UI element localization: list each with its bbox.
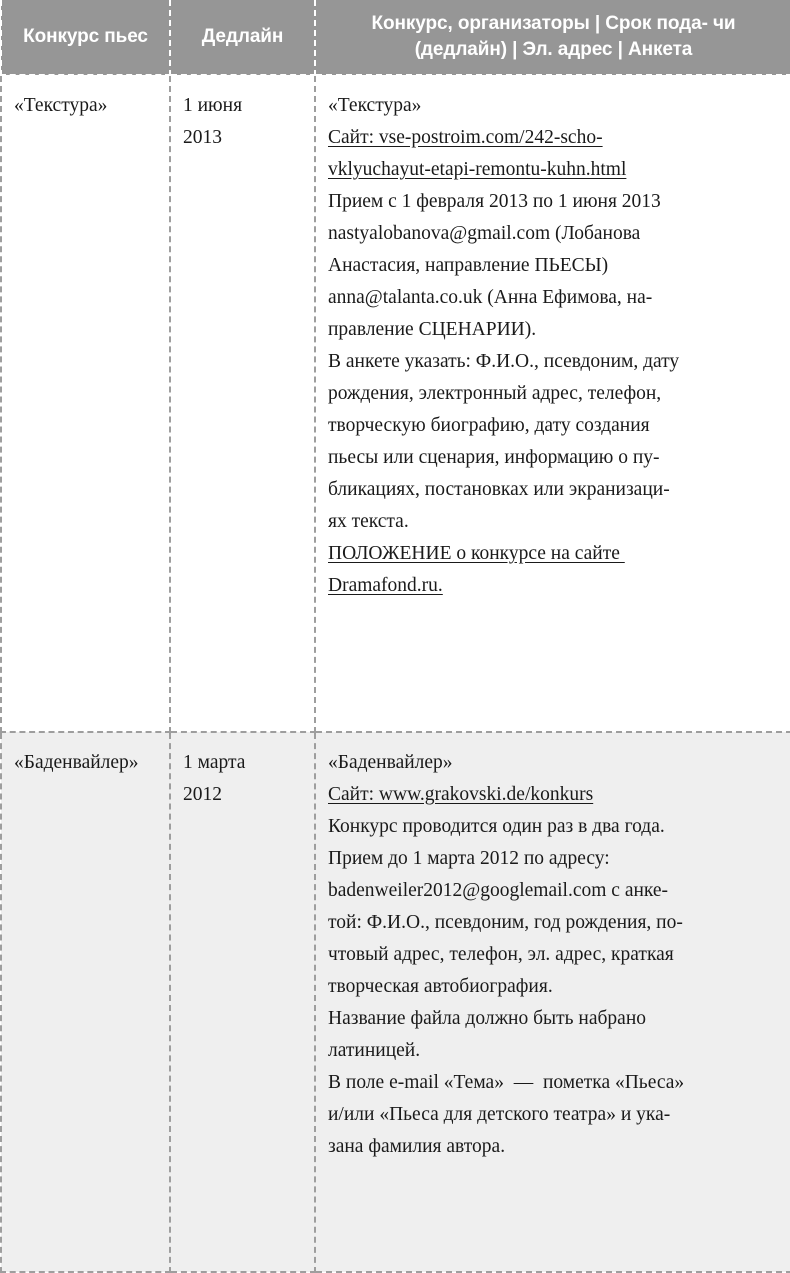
details-text-line: зана фамилия автора. <box>328 1135 506 1157</box>
header-row <box>1 0 790 75</box>
column-header-contest-name: Конкурс пьес <box>1 0 170 75</box>
details-text-line: творческую биографию, дату создания <box>328 415 650 436</box>
details-link-line[interactable]: ПОЛОЖЕНИЕ о конкурсе на сайте <box>328 543 625 564</box>
cell-details <box>315 75 790 732</box>
details-text-line: Прием до 1 марта 2012 по адресу: <box>328 847 610 869</box>
deadline-line: 2012 <box>183 783 222 805</box>
table-body <box>1 75 790 1272</box>
table-row <box>1 75 790 732</box>
cell-contest-name <box>1 732 170 1272</box>
details-text-line: badenweiler2012@googlemail.com с анке- <box>328 879 669 901</box>
column-header-deadline: Дедлайн <box>170 0 315 75</box>
column-header-details: Конкурс, организаторы | Срок пода- чи (дедлайн) | Эл. адрес | Анкета <box>315 0 790 75</box>
details-text-line: ях текста. <box>328 511 409 532</box>
details-link-line[interactable]: Сайт: www.grakovski.de/konkurs <box>328 783 594 805</box>
details-text-line: чтовый адрес, телефон, эл. адрес, краткая <box>328 943 674 965</box>
details-text-line: бликациях, постановках или экранизаци- <box>328 479 670 500</box>
details-link-line[interactable]: Сайт: vse-postroim.com/242-scho- <box>328 127 603 148</box>
details-text-line: Прием с 1 февраля 2013 по 1 июня 2013 <box>328 191 661 212</box>
details-text-line: В анкете указать: Ф.И.О., псевдоним, дату <box>328 351 680 372</box>
details-text-line: рождения, электронный адрес, телефон, <box>328 383 662 404</box>
deadline-line: 2013 <box>183 127 222 148</box>
details-link-line[interactable]: Dramafond.ru. <box>328 575 443 596</box>
cell-deadline <box>170 75 315 732</box>
details-text-line: той: Ф.И.О., псевдоним, год рождения, по- <box>328 911 683 933</box>
deadline-line: 1 марта <box>183 751 246 773</box>
cell-contest-name <box>1 75 170 732</box>
cell-details <box>315 732 790 1272</box>
table-header <box>1 0 790 75</box>
details-text-line: «Текстура» <box>328 95 422 116</box>
details-text-line: латиницей. <box>328 1039 421 1061</box>
cell-deadline <box>170 732 315 1272</box>
contest-name-text: «Баденвайлер» <box>14 751 139 773</box>
details-text-line: «Баденвайлер» <box>328 751 453 773</box>
details-text-line: творческая автобиография. <box>328 975 553 997</box>
details-text-line: Анастасия, направление ПЬЕСЫ) <box>328 255 609 276</box>
details-text-line: anna@talanta.co.uk (Анна Ефимова, на- <box>328 287 653 308</box>
details-text-line: В поле e-mail «Тема» — пометка «Пьеса» <box>328 1071 685 1093</box>
contest-name-text: «Текстура» <box>14 95 108 116</box>
details-text-line: Название файла должно быть набрано <box>328 1007 647 1029</box>
table-row <box>1 732 790 1272</box>
details-text-line: и/или «Пьеса для детского театра» и ука- <box>328 1103 671 1125</box>
details-text-line: пьесы или сценария, информацию о пу- <box>328 447 660 468</box>
details-text-line: nastyalobanova@gmail.com (Лобанова <box>328 223 641 244</box>
details-link-line[interactable]: vklyuchayut-etapi-remontu-kuhn.html <box>328 159 627 180</box>
details-text-line: правление СЦЕНАРИИ). <box>328 319 537 340</box>
details-text-line: Конкурс проводится один раз в два года. <box>328 815 665 837</box>
deadline-line: 1 июня <box>183 95 243 116</box>
